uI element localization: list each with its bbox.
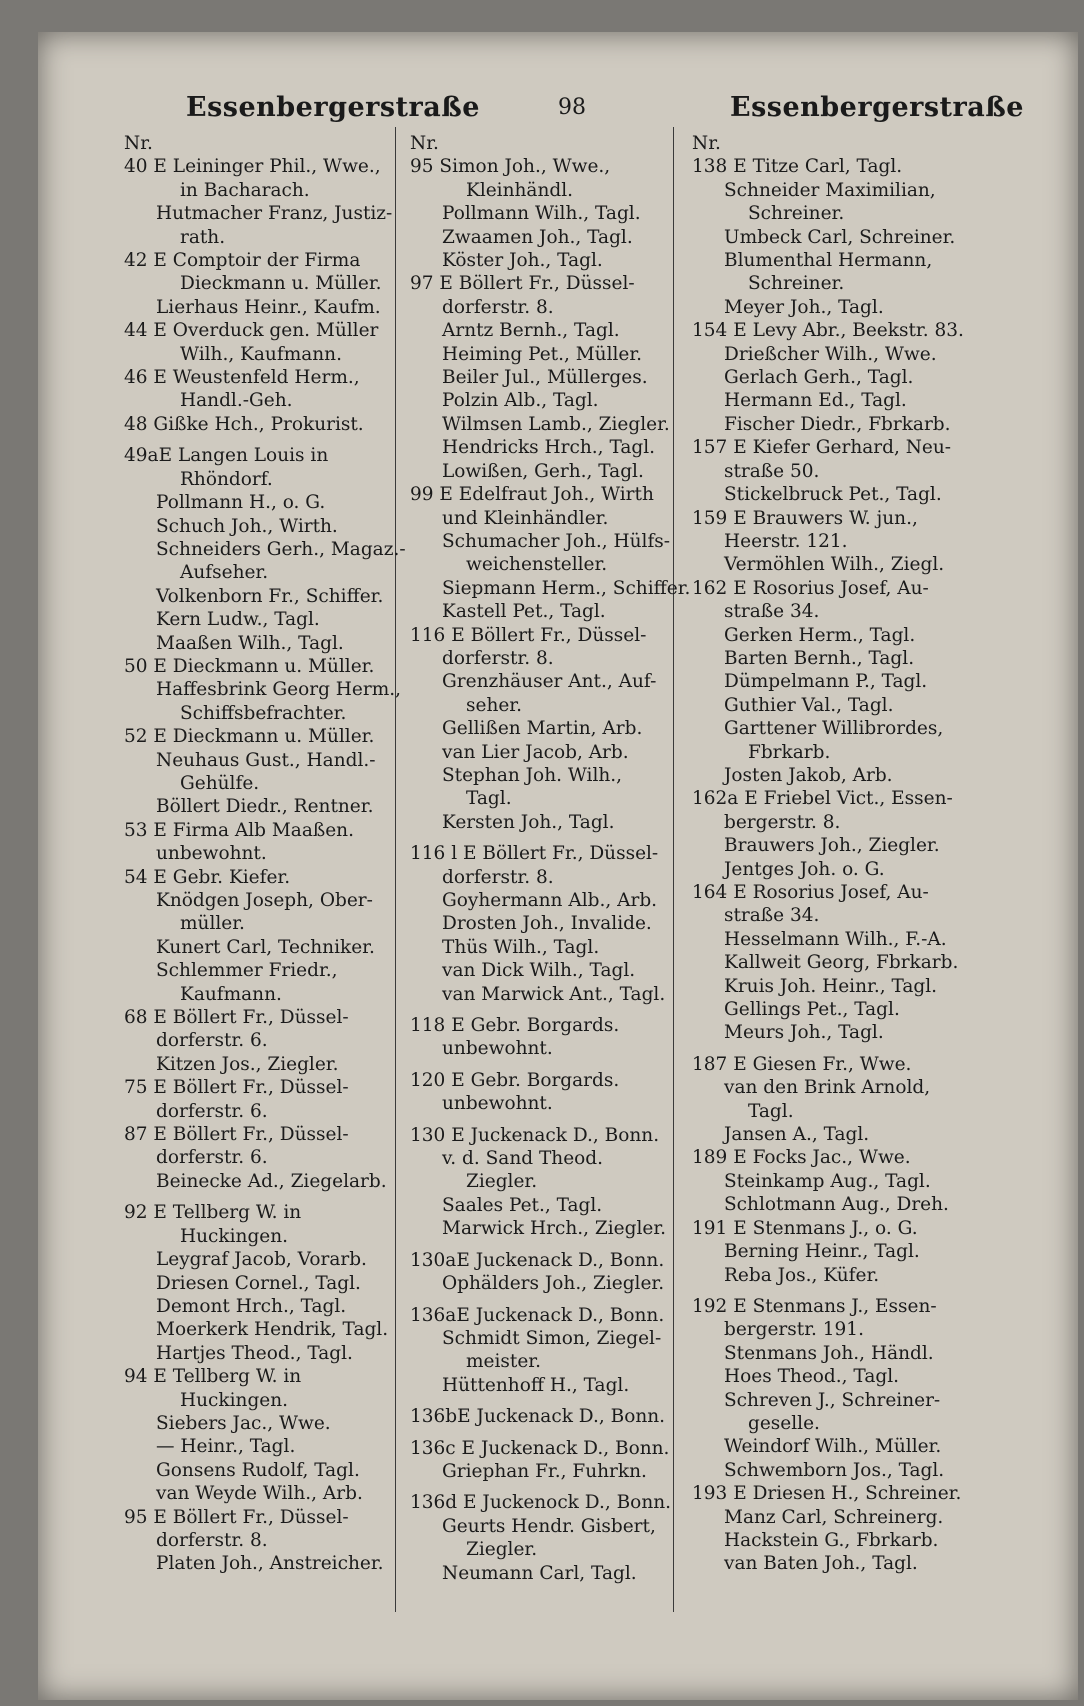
column-2: [410, 132, 710, 1585]
directory-line: 87 E Böllert Fr., Düssel-: [124, 1124, 349, 1146]
page: [38, 32, 1078, 1700]
spacer: [410, 1296, 710, 1304]
directory-line: Driesen Cornel., Tagl.: [156, 1272, 361, 1294]
directory-line: 46 E Weustenfeld Herm.,: [124, 367, 360, 389]
directory-line: 118 E Gebr. Borgards.: [410, 1015, 620, 1037]
directory-line: Rhöndorf.: [180, 468, 273, 490]
directory-line: Guthier Val., Tagl.: [724, 694, 894, 716]
directory-line: Lierhaus Heinr., Kaufm.: [156, 296, 381, 318]
directory-line: Kaufmann.: [180, 983, 282, 1005]
directory-line: Maaßen Wilh., Tagl.: [156, 632, 344, 654]
directory-line: Haffesbrink Georg Herm.,: [156, 679, 402, 701]
directory-line: Jentges Joh. o. G.: [724, 858, 885, 880]
spacer: [410, 1429, 710, 1437]
directory-line: — Heinr., Tagl.: [156, 1436, 296, 1458]
directory-line: Barten Bernh., Tagl.: [724, 647, 915, 669]
directory-line: 130aE Juckenack D., Bonn.: [410, 1249, 665, 1271]
directory-line: 40 E Leininger Phil., Wwe.,: [124, 156, 381, 178]
directory-line: Kern Ludw., Tagl.: [156, 609, 320, 631]
spacer: [410, 834, 710, 842]
directory-line: Schmidt Simon, Ziegel-: [442, 1327, 662, 1349]
column-1: [124, 132, 424, 1576]
directory-line: 192 E Stenmans J., Essen-: [692, 1295, 937, 1317]
directory-line: Nr.: [692, 133, 721, 154]
directory-line: Beinecke Ad., Ziegelarb.: [156, 1170, 387, 1192]
directory-line: Josten Jakob, Arb.: [724, 764, 893, 786]
directory-line: Ziegler.: [466, 1539, 538, 1561]
directory-line: Hoes Theod., Tagl.: [724, 1366, 899, 1388]
directory-line: Gellings Pet., Tagl.: [724, 999, 900, 1021]
directory-line: Huckingen.: [180, 1389, 289, 1411]
directory-line: Hackstein G., Fbrkarb.: [724, 1529, 939, 1551]
spacer: [124, 1193, 424, 1201]
directory-line: 187 E Giesen Fr., Wwe.: [692, 1053, 912, 1075]
directory-line: 95 Simon Joh., Wwe.,: [410, 156, 611, 178]
directory-line: Handl.-Geh.: [180, 390, 293, 412]
directory-line: Beiler Jul., Müllerges.: [442, 367, 648, 389]
directory-line: Ziegler.: [466, 1171, 538, 1193]
directory-line: dorferstr. 8.: [442, 866, 554, 888]
directory-line: Tagl.: [748, 1100, 794, 1122]
directory-line: 97 E Böllert Fr., Düssel-: [410, 273, 635, 295]
directory-line: 164 E Rosorius Josef, Au-: [692, 882, 929, 903]
directory-line: 136d E Juckenock D., Bonn.: [410, 1492, 672, 1514]
directory-line: Pollmann H., o. G.: [156, 492, 326, 514]
directory-line: Aufseher.: [180, 562, 269, 584]
directory-line: Steinkamp Aug., Tagl.: [724, 1170, 931, 1192]
header-street-right: Essenbergerstraße: [730, 92, 1024, 123]
directory-line: Huckingen.: [180, 1225, 289, 1247]
directory-line: Lowißen, Gerh., Tagl.: [442, 460, 644, 482]
directory-line: straße 50.: [724, 460, 820, 482]
directory-line: v. d. Sand Theod.: [442, 1148, 604, 1170]
directory-line: van Weyde Wilh., Arb.: [156, 1483, 363, 1505]
directory-line: Kitzen Jos., Ziegler.: [156, 1053, 339, 1075]
directory-line: Dieckmann u. Müller.: [180, 273, 382, 295]
directory-line: Drosten Joh., Invalide.: [442, 913, 652, 935]
directory-line: bergerstr. 191.: [724, 1319, 864, 1341]
directory-line: bergerstr. 8.: [724, 811, 841, 833]
spacer: [410, 1006, 710, 1014]
directory-line: Kruis Joh. Heinr., Tagl.: [724, 975, 938, 997]
directory-line: Grenzhäuser Ant., Auf-: [442, 671, 657, 693]
directory-line: rath.: [180, 226, 226, 248]
directory-line: unbewohnt.: [442, 1093, 553, 1115]
directory-line: Gellißen Martin, Arb.: [442, 718, 643, 740]
directory-line: 53 E Firma Alb Maaßen.: [124, 819, 354, 841]
directory-line: Kleinhändl.: [466, 179, 574, 201]
directory-line: Reba Jos., Küfer.: [724, 1264, 880, 1286]
directory-line: Marwick Hrch., Ziegler.: [442, 1218, 667, 1240]
directory-line: 54 E Gebr. Kiefer.: [124, 866, 291, 888]
directory-line: Arntz Bernh., Tagl.: [442, 320, 620, 342]
directory-line: Hesselmann Wilh., F.-A.: [724, 928, 947, 950]
directory-line: Drießcher Wilh., Wwe.: [724, 343, 937, 365]
directory-line: Neuhaus Gust., Handl.-: [156, 749, 376, 771]
directory-line: Ophälders Joh., Ziegler.: [442, 1273, 665, 1295]
directory-line: Polzin Alb., Tagl.: [442, 390, 599, 412]
directory-line: Fischer Diedr., Fbrkarb.: [724, 413, 951, 435]
directory-line: Kallweit Georg, Fbrkarb.: [724, 952, 959, 974]
directory-line: Nr.: [410, 133, 439, 154]
directory-line: Schlotmann Aug., Dreh.: [724, 1194, 949, 1216]
directory-line: Schwemborn Jos., Tagl.: [724, 1459, 945, 1481]
directory-line: 191 E Stenmans J., o. G.: [692, 1217, 918, 1239]
directory-line: Demont Hrch., Tagl.: [156, 1295, 347, 1317]
directory-line: Nr.: [124, 133, 153, 154]
directory-line: Volkenborn Fr., Schiffer.: [156, 585, 384, 607]
directory-line: Dümpelmann P., Tagl.: [724, 671, 928, 693]
directory-line: Umbeck Carl, Schreiner.: [724, 226, 956, 248]
directory-line: und Kleinhändler.: [442, 507, 609, 529]
directory-line: müller.: [180, 913, 245, 935]
directory-line: Zwaamen Joh., Tagl.: [442, 226, 633, 248]
directory-line: Neumann Carl, Tagl.: [442, 1562, 637, 1584]
directory-line: van Dick Wilh., Tagl.: [442, 960, 636, 982]
directory-line: van Baten Joh., Tagl.: [724, 1553, 918, 1575]
header-street-left: Essenbergerstraße: [186, 92, 480, 123]
directory-line: Schumacher Joh., Hülfs-: [442, 530, 671, 552]
directory-line: Wilmsen Lamb., Ziegler.: [442, 413, 670, 435]
directory-line: Schreiner.: [748, 273, 845, 295]
directory-line: Hartjes Theod., Tagl.: [156, 1342, 353, 1364]
directory-line: 44 E Overduck gen. Müller: [124, 320, 379, 342]
directory-line: straße 34.: [724, 905, 820, 927]
directory-line: Stephan Joh. Wilh.,: [442, 764, 623, 786]
directory-line: 136aE Juckenack D., Bonn.: [410, 1304, 665, 1326]
directory-line: Tagl.: [466, 788, 512, 810]
spacer: [410, 1483, 710, 1491]
directory-line: van Lier Jacob, Arb.: [442, 741, 629, 763]
directory-line: Jansen A., Tagl.: [724, 1124, 870, 1146]
directory-line: geselle.: [748, 1412, 820, 1434]
directory-line: Fbrkarb.: [748, 741, 831, 763]
directory-line: 193 E Driesen H., Schreiner.: [692, 1483, 962, 1505]
directory-line: Geurts Hendr. Gisbert,: [442, 1515, 656, 1537]
directory-line: Gerken Herm., Tagl.: [724, 624, 916, 646]
directory-line: Garttener Willibrordes,: [724, 718, 944, 740]
directory-line: 116 l E Böllert Fr., Düssel-: [410, 843, 659, 865]
directory-line: dorferstr. 8.: [442, 647, 554, 669]
directory-line: weichensteller.: [466, 554, 608, 576]
directory-line: Brauwers Joh., Ziegler.: [724, 835, 940, 857]
directory-line: Böllert Diedr., Rentner.: [156, 796, 374, 818]
directory-line: Hendricks Hrch., Tagl.: [442, 437, 656, 459]
directory-line: unbewohnt.: [442, 1038, 553, 1060]
directory-line: straße 34.: [724, 601, 820, 623]
directory-line: seher.: [466, 694, 522, 716]
directory-line: meister.: [466, 1351, 541, 1373]
directory-line: Siebers Jac., Wwe.: [156, 1412, 331, 1434]
directory-line: Gehülfe.: [180, 772, 260, 794]
directory-line: Siepmann Herm., Schiffer.: [442, 577, 691, 599]
directory-line: unbewohnt.: [156, 843, 267, 865]
directory-line: 154 E Levy Abr., Beekstr. 83.: [692, 320, 964, 342]
directory-line: Knödgen Joseph, Ober-: [156, 890, 373, 911]
directory-line: 136c E Juckenack D., Bonn.: [410, 1437, 670, 1459]
directory-line: Schreiner.: [748, 203, 845, 225]
directory-line: Gonsens Rudolf, Tagl.: [156, 1459, 360, 1481]
directory-line: Hermann Ed., Tagl.: [724, 390, 907, 412]
directory-line: dorferstr. 8.: [156, 1529, 268, 1551]
spacer: [692, 1287, 992, 1295]
directory-line: dorferstr. 6.: [156, 1030, 268, 1052]
directory-line: Kunert Carl, Techniker.: [156, 936, 375, 958]
directory-line: Leygraf Jacob, Vorarb.: [156, 1249, 367, 1271]
directory-line: Platen Joh., Anstreicher.: [156, 1553, 384, 1575]
directory-line: Goyhermann Alb., Arb.: [442, 890, 658, 911]
directory-line: 52 E Dieckmann u. Müller.: [124, 726, 375, 748]
spacer: [410, 1397, 710, 1405]
directory-line: in Bacharach.: [180, 179, 310, 201]
directory-line: 42 E Comptoir der Firma: [124, 250, 361, 272]
directory-line: Kastell Pet., Tagl.: [442, 601, 606, 623]
directory-line: Köster Joh., Tagl.: [442, 250, 603, 272]
directory-line: van Marwick Ant., Tagl.: [442, 983, 666, 1005]
directory-line: Hutmacher Franz, Justiz-: [156, 203, 393, 225]
directory-line: 95 E Böllert Fr., Düssel-: [124, 1506, 349, 1528]
directory-line: Wilh., Kaufmann.: [180, 343, 342, 365]
spacer: [410, 1241, 710, 1249]
directory-line: Meurs Joh., Tagl.: [724, 1022, 884, 1044]
directory-line: 94 E Tellberg W. in: [124, 1366, 302, 1388]
directory-line: Schiffsbefrachter.: [180, 702, 347, 724]
directory-line: Schuch Joh., Wirth.: [156, 515, 338, 537]
directory-line: 130 E Juckenack D., Bonn.: [410, 1124, 660, 1146]
directory-line: Gerlach Gerh., Tagl.: [724, 367, 914, 389]
directory-line: Blumenthal Hermann,: [724, 250, 933, 272]
directory-line: Schneiders Gerh., Magaz.-: [156, 538, 406, 560]
spacer: [410, 1061, 710, 1069]
directory-line: 189 E Focks Jac., Wwe.: [692, 1147, 911, 1169]
directory-line: 75 E Böllert Fr., Düssel-: [124, 1077, 349, 1099]
directory-line: Moerkerk Hendrik, Tagl.: [156, 1319, 389, 1341]
directory-line: Heiming Pet., Müller.: [442, 343, 643, 365]
directory-line: Hüttenhoff H., Tagl.: [442, 1374, 630, 1396]
directory-line: 92 E Tellberg W. in: [124, 1202, 302, 1224]
directory-line: Schneider Maximilian,: [724, 179, 936, 201]
directory-line: 162a E Friebel Vict., Essen-: [692, 788, 953, 810]
directory-line: 159 E Brauwers W. jun.,: [692, 507, 918, 529]
directory-line: 136bE Juckenack D., Bonn.: [410, 1406, 666, 1428]
directory-line: 49aE Langen Louis in: [124, 445, 329, 467]
column-3: [692, 132, 992, 1576]
directory-line: 68 E Böllert Fr., Düssel-: [124, 1007, 349, 1029]
page-number: 98: [558, 95, 586, 120]
directory-line: van den Brink Arnold,: [724, 1077, 931, 1099]
directory-line: Weindorf Wilh., Müller.: [724, 1436, 942, 1458]
directory-line: 162 E Rosorius Josef, Au-: [692, 577, 929, 599]
directory-line: Berning Heinr., Tagl.: [724, 1241, 920, 1263]
spacer: [410, 1116, 710, 1124]
directory-line: 157 E Kiefer Gerhard, Neu-: [692, 437, 952, 459]
directory-line: 99 E Edelfraut Joh., Wirth: [410, 484, 654, 506]
directory-line: 50 E Dieckmann u. Müller.: [124, 655, 375, 677]
directory-line: Griephan Fr., Fuhrkn.: [442, 1460, 647, 1482]
directory-line: 116 E Böllert Fr., Düssel-: [410, 624, 647, 646]
directory-line: Saales Pet., Tagl.: [442, 1194, 603, 1216]
directory-line: Meyer Joh., Tagl.: [724, 296, 884, 318]
directory-line: Heerstr. 121.: [724, 530, 848, 552]
directory-line: Stenmans Joh., Händl.: [724, 1342, 934, 1364]
directory-line: Vermöhlen Wilh., Ziegl.: [724, 554, 945, 576]
directory-line: Thüs Wilh., Tagl.: [442, 936, 600, 958]
directory-line: Pollmann Wilh., Tagl.: [442, 203, 641, 225]
directory-line: Stickelbruck Pet., Tagl.: [724, 484, 942, 506]
directory-line: Schlemmer Friedr.,: [156, 960, 338, 982]
directory-line: dorferstr. 6.: [156, 1100, 268, 1122]
directory-line: Kersten Joh., Tagl.: [442, 811, 615, 833]
directory-line: Manz Carl, Schreinerg.: [724, 1506, 944, 1528]
directory-line: dorferstr. 8.: [442, 296, 554, 318]
spacer: [124, 436, 424, 444]
spacer: [692, 1045, 992, 1053]
directory-line: 120 E Gebr. Borgards.: [410, 1069, 620, 1091]
directory-line: 138 E Titze Carl, Tagl.: [692, 156, 903, 178]
directory-line: Schreven J., Schreiner-: [724, 1389, 941, 1411]
directory-line: 48 Gißke Hch., Prokurist.: [124, 413, 364, 435]
directory-line: dorferstr. 6.: [156, 1147, 268, 1169]
